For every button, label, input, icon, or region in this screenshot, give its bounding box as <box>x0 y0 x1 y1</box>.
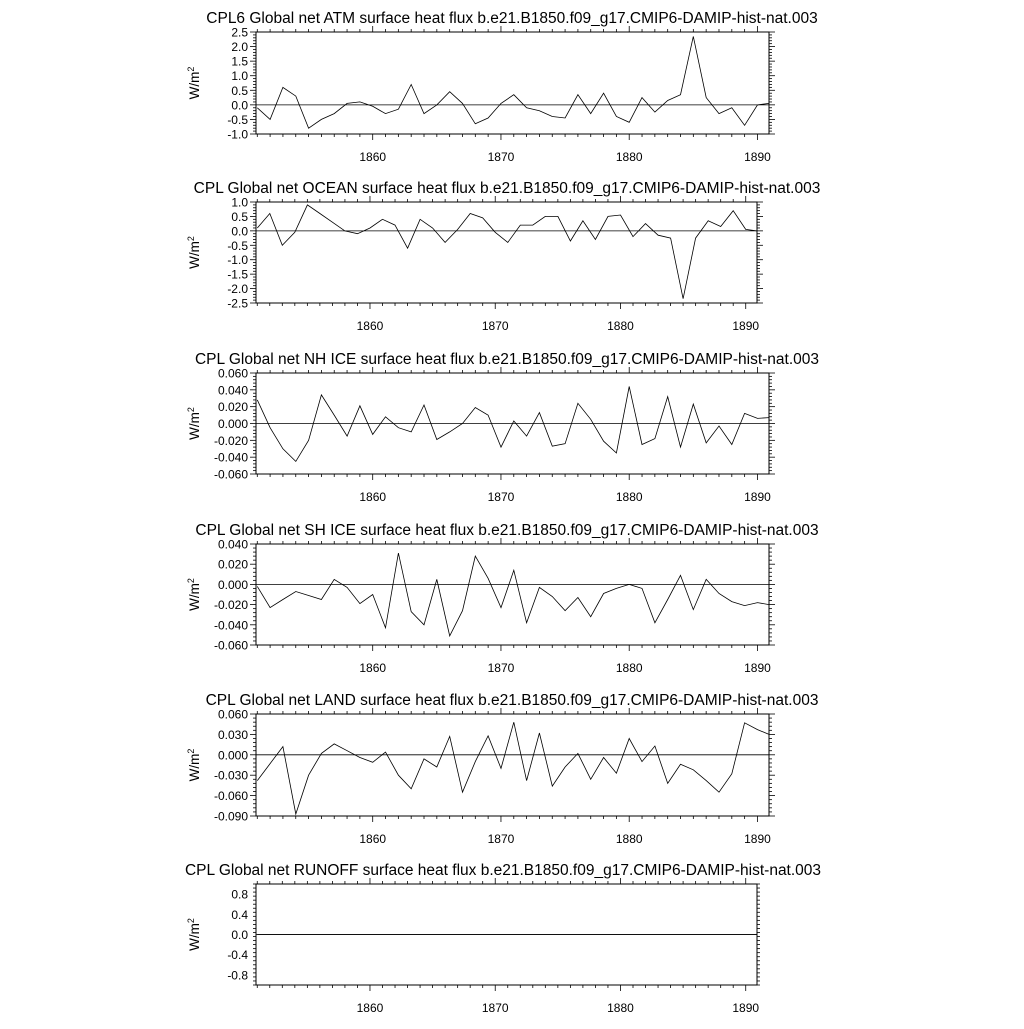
series-line <box>257 36 769 128</box>
chart-title: CPL Global net SH ICE surface heat flux b.e21.B1850.f09_g17.CMIP6-DAMIP-hist-nat.003 <box>195 522 819 539</box>
y-tick-label: -2.0 <box>227 282 248 297</box>
y-tick-label: 1.5 <box>231 54 248 69</box>
chart-title: CPL Global net RUNOFF surface heat flux b.e21.B1850.f09_g17.CMIP6-DAMIP-hist-nat.003 <box>184 862 822 879</box>
y-axis-label <box>186 749 202 782</box>
y-axis-label-text: W/m <box>187 71 202 100</box>
y-tick-label: 2.5 <box>231 25 248 40</box>
y-tick-label: -0.020 <box>213 598 248 613</box>
y-tick-label: -1.0 <box>227 127 248 142</box>
x-tick-label: 1880 <box>607 319 634 333</box>
chart-title: CPL6 Global net ATM surface heat flux b.e21.B1850.f09_g17.CMIP6-DAMIP-hist-nat.003 <box>206 10 818 27</box>
y-tick-label: 0.0 <box>231 98 248 113</box>
y-tick-label: 0.5 <box>231 83 248 98</box>
y-tick-label: 0.040 <box>217 537 248 552</box>
y-tick-label: 0.030 <box>217 727 248 742</box>
series-line <box>257 553 769 636</box>
y-tick-label: 0.020 <box>217 557 248 572</box>
x-tick-label: 1870 <box>487 832 515 846</box>
x-tick-label: 1870 <box>487 661 515 675</box>
x-tick-label: 1890 <box>732 319 760 333</box>
y-tick-label: -0.060 <box>213 789 248 804</box>
y-tick-label: -0.5 <box>227 238 248 253</box>
y-axis-label-sup: 2 <box>186 66 196 72</box>
x-tick-label: 1870 <box>481 319 509 333</box>
y-tick-label: -0.040 <box>213 450 248 465</box>
x-tick-label: 1880 <box>615 832 643 846</box>
y-axis-label-sup: 2 <box>186 236 196 242</box>
x-tick-label: 1860 <box>356 1001 384 1015</box>
y-tick-label: -0.030 <box>213 768 248 783</box>
y-axis-label-text: W/m <box>187 583 202 611</box>
chart-title: CPL Global net OCEAN surface heat flux b.e21.B1850.f09_g17.CMIP6-DAMIP-hist-nat.003 <box>193 180 821 197</box>
y-tick-label: -0.8 <box>227 968 248 983</box>
y-axis-label <box>186 67 202 100</box>
y-tick-label: 0.4 <box>231 907 248 922</box>
x-tick-label: 1870 <box>487 490 515 504</box>
y-tick-label: 0.000 <box>217 417 248 431</box>
y-tick-label: 0.8 <box>231 887 248 902</box>
y-tick-label: 0.040 <box>217 383 248 398</box>
chart-panel-1 <box>186 10 818 164</box>
plot-frame <box>256 544 769 645</box>
x-tick-label: 1890 <box>744 832 771 846</box>
y-tick-label: -0.090 <box>213 809 248 824</box>
x-tick-label: 1890 <box>744 150 771 164</box>
y-tick-label: -0.5 <box>227 112 248 127</box>
x-tick-label: 1870 <box>487 150 515 164</box>
y-tick-label: 0.060 <box>217 366 248 381</box>
y-tick-label: 0.020 <box>217 400 248 415</box>
x-tick-label: 1860 <box>359 150 387 164</box>
y-tick-label: 1.0 <box>231 69 248 84</box>
x-tick-label: 1860 <box>359 832 387 846</box>
y-tick-label: 0.5 <box>231 209 248 224</box>
x-tick-label: 1890 <box>744 490 771 504</box>
x-tick-label: 1880 <box>615 661 643 675</box>
chart-panel-5 <box>186 692 818 846</box>
y-axis-label <box>186 918 202 951</box>
chart-title: CPL Global net LAND surface heat flux b.e21.B1850.f09_g17.CMIP6-DAMIP-hist-nat.003 <box>205 692 819 709</box>
chart-panel-6 <box>185 862 821 1015</box>
chart-panel-2 <box>186 180 820 333</box>
y-axis-label-text: W/m <box>187 241 202 269</box>
chart-panel-3 <box>186 351 819 504</box>
y-axis-label-sup: 2 <box>186 748 196 754</box>
y-tick-label: 1.0 <box>231 195 248 210</box>
y-tick-label: 0.0 <box>231 224 248 239</box>
x-tick-label: 1880 <box>615 150 643 164</box>
y-tick-label: 0.000 <box>217 577 248 592</box>
y-tick-label: 0.000 <box>217 748 248 763</box>
y-axis-label-sup: 2 <box>186 918 196 924</box>
chart-panel-4 <box>186 522 819 675</box>
series-line <box>257 387 769 462</box>
y-axis-label-sup: 2 <box>186 407 196 413</box>
chart-title: CPL Global net NH ICE surface heat flux b.e21.B1850.f09_g17.CMIP6-DAMIP-hist-nat.003 <box>194 351 820 368</box>
series-line <box>257 722 769 814</box>
x-tick-label: 1870 <box>481 1001 509 1015</box>
y-axis-label-text: W/m <box>187 412 202 440</box>
series-line <box>257 205 757 299</box>
y-tick-label: 0.060 <box>217 707 248 722</box>
x-tick-label: 1860 <box>359 661 387 675</box>
y-axis-label-text: W/m <box>187 923 202 951</box>
x-tick-label: 1880 <box>615 490 643 504</box>
y-tick-label: -0.4 <box>227 948 248 963</box>
y-axis-label <box>186 407 202 440</box>
y-tick-label: -0.040 <box>213 618 248 633</box>
plot-frame <box>256 202 757 303</box>
y-tick-label: -0.060 <box>213 638 248 653</box>
y-axis-label-text: W/m <box>187 753 202 782</box>
y-tick-label: -1.5 <box>227 267 248 282</box>
y-tick-label: -1.0 <box>227 253 248 268</box>
y-tick-label: -2.5 <box>227 296 248 311</box>
y-axis-label <box>186 578 202 611</box>
x-tick-label: 1890 <box>732 1001 760 1015</box>
y-axis-label <box>186 236 202 269</box>
y-tick-label: 2.0 <box>231 40 248 55</box>
plot-frame <box>256 32 769 134</box>
x-tick-label: 1860 <box>359 490 387 504</box>
y-tick-label: -0.020 <box>213 433 248 448</box>
plot-frame <box>256 714 769 816</box>
x-tick-label: 1860 <box>356 319 384 333</box>
x-tick-label: 1890 <box>744 661 771 675</box>
y-tick-label: 0.0 <box>231 928 248 942</box>
x-tick-label: 1880 <box>607 1001 634 1015</box>
y-axis-label-sup: 2 <box>186 578 196 584</box>
y-tick-label: -0.060 <box>213 467 248 482</box>
